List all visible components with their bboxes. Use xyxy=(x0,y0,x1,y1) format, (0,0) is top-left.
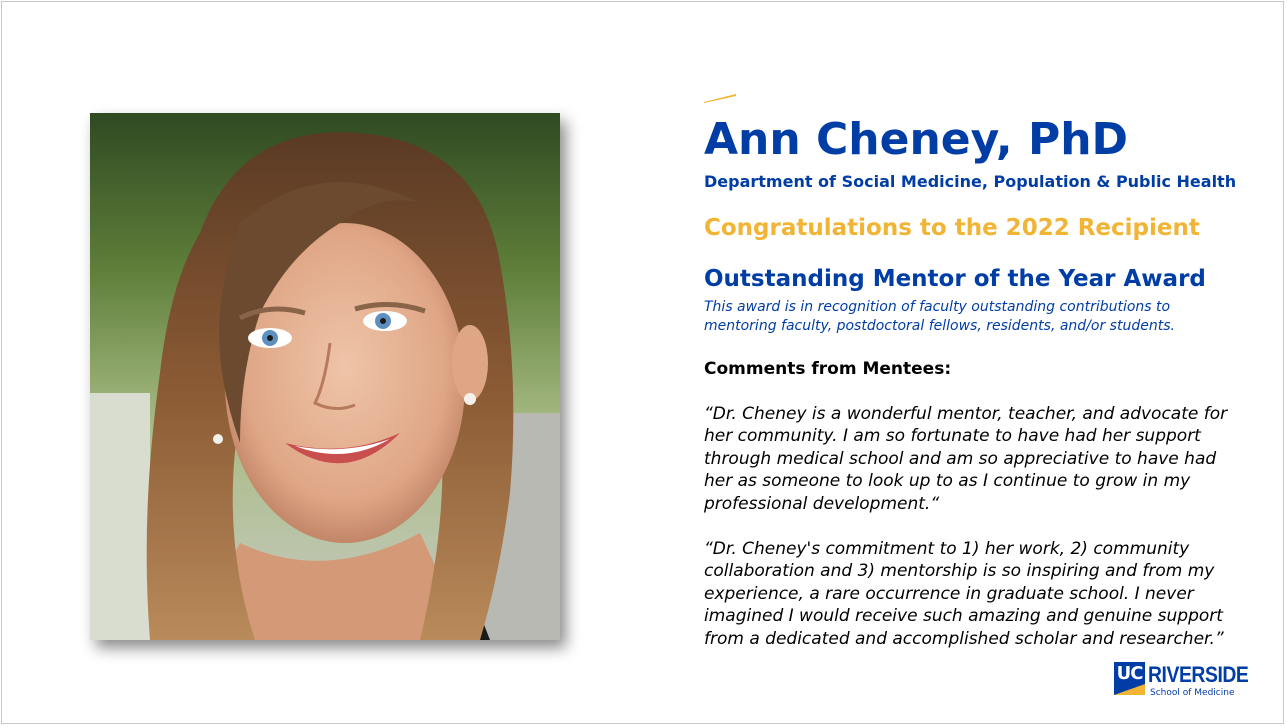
award-title: Outstanding Mentor of the Year Award xyxy=(704,266,1206,292)
mentee-quote: “Dr. Cheney is a wonderful mentor, teacher, and advocate for her community. I am so fortunate to have had her support through medical school and am so appreciative to have had her as someone to look up to as I continue to grow in my professional development.“ xyxy=(704,404,1228,514)
department-name: Department of Social Medicine, Population & Public Health xyxy=(704,172,1237,191)
accent-line xyxy=(704,93,736,103)
award-description: This award is in recognition of faculty outstanding contributions to mentoring faculty, postdoctoral fellows, residents, and/or students. xyxy=(704,299,1175,334)
comments-heading: Comments from Mentees: xyxy=(704,359,952,379)
uc-riverside-logo xyxy=(1114,662,1249,702)
slide xyxy=(1,1,1284,724)
gold-triangle-icon xyxy=(1114,684,1145,695)
uc-logo-text: UC xyxy=(1116,663,1143,684)
logo-school-of-medicine-text: School of Medicine xyxy=(1150,688,1235,698)
portrait-photo xyxy=(90,113,560,640)
recipient-name: Ann Cheney, PhD xyxy=(704,114,1129,165)
uc-logo-mark xyxy=(1114,662,1145,695)
congratulations-heading: Congratulations to the 2022 Recipient xyxy=(704,215,1200,241)
mentee-quote: “Dr. Cheney's commitment to 1) her work, 2) community collaboration and 3) mentorship is so inspiring and from my experience, a rare occurrence in graduate school. I never imagined I would receive such amazing and genuine support from a dedicated and accomplished scholar and researcher.” xyxy=(704,539,1224,649)
logo-riverside-text: RIVERSIDE xyxy=(1148,662,1249,687)
